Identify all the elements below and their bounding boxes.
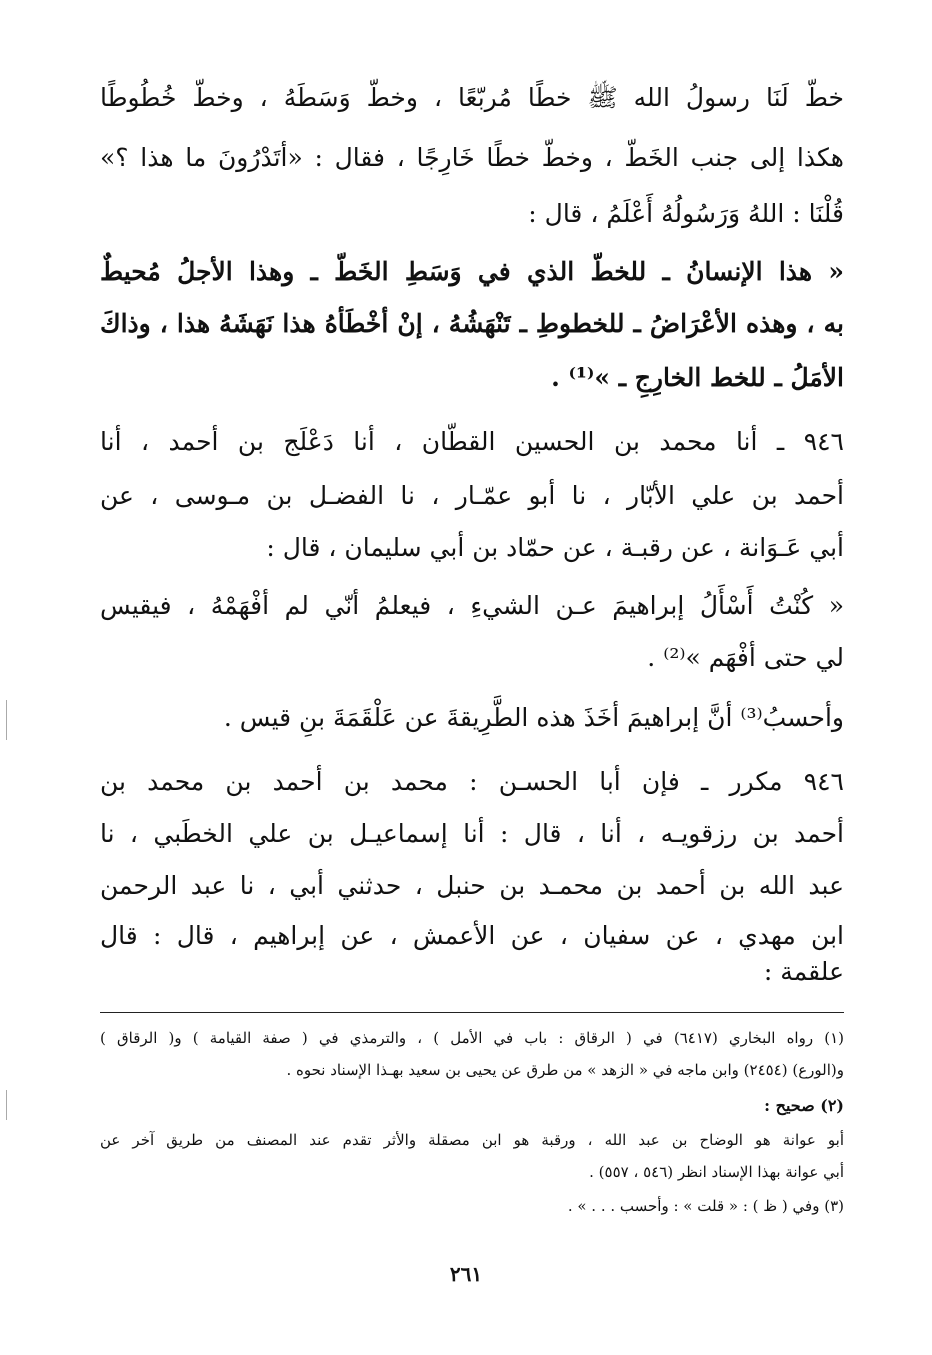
footnote-line: (٣) وفي ( ظ ) : « قلت » : وأحسب . . . » . — [567, 1197, 844, 1215]
hadith-line: به ، وهذه الأعْرَاضُ ـ للخطوطِ ـ تَنْهَشُهُ ، إنْ أخْطَأهُ هذا نَهَشَهُ هذا ، وذاكَ — [100, 309, 844, 338]
scan-edge-mark — [6, 700, 7, 740]
text-line: هكذا إلى جنب الخَطّ ، وخطّ خطًا خَارِجًا ، فقال : «أتَدْرُونَ ما هذا ؟» — [100, 143, 844, 172]
text-line: قُلْنَا : اللهُ وَرَسُولُهُ أَعْلَمُ ، قال : — [528, 199, 844, 228]
hadith-line: الأمَلُ ـ للخط الخارِجِ ـ »⁽¹⁾ . — [551, 363, 844, 392]
hadith-line: « هذا الإنسانُ ـ للخطّ الذي في وَسَطِ الخَطّ ـ وهذا الأجلُ مُحيطٌ — [100, 257, 844, 286]
isnad-line: عبد الله بن أحمد بن محمـد بن حنبل ، حدثني أبي ، نا عبد الرحمن — [100, 871, 844, 900]
footnote-line: و(الورع) (٢٤٥٤) وابن ماجه في « الزهد » من طرق عن يحيى بن سعيد بهـذا الإسناد نحوه . — [286, 1061, 844, 1079]
isnad-line: ابن مهدي ، عن سفيان ، عن الأعمش ، عن إبراهيم ، قال : قال — [100, 921, 844, 950]
footnote-line: (٢) صحيح : — [764, 1096, 844, 1115]
text-line: وأحسبُ⁽³⁾ أنَّ إبراهيمَ أخَذَ هذه الطَّرِيقةَ عن عَلْقَمَةَ بنِ قيس . — [223, 703, 844, 732]
footnote-line: (١) رواه البخاري (٦٤١٧) في ( الرقاق : باب في الأمل ) ، والترمذي في ( صفة القيامة ) و( الرقاق ) — [100, 1029, 844, 1047]
footnote-line: أبي عوانة بهذا الإسناد انظر (٥٤٦ ، ٥٥٧) . — [589, 1163, 844, 1181]
isnad-line: أبي عَـوَانة ، عن رقبـة ، عن حمّاد بن أبي سليمان ، قال : — [266, 533, 844, 562]
isnad-line: ٩٤٦ مكرر ـ فإن أبا الحسـن : محمد بن أحمد بن محمد بن — [100, 767, 844, 796]
isnad-line: ٩٤٦ ـ أنا محمد بن الحسين القطّان ، أنا دَعْلَج بن أحمد ، أنا — [100, 427, 844, 456]
isnad-line: أحمد بن رزقويـه ، أنا ، قال : أنا إسماعيـل بن علي الخطَبي ، نا — [100, 819, 844, 848]
athar-line: لي حتى أفْهَم »⁽²⁾ . — [647, 643, 844, 672]
footnote-separator — [100, 1012, 844, 1013]
footnote-line: أبو عوانة هو الوضاح بن عبد الله ، ورقبة هو ابن مصقلة والأثر تقدم عند المصنف من طريق آخر عن — [100, 1131, 844, 1149]
page-number: ٢٦١ — [449, 1262, 483, 1286]
athar-line: « كُنْتُ أَسْأَلُ إبراهيمَ عـن الشيءِ ، فيعلمُ أنّي لم أفْهَمْهُ ، فيقيس — [100, 591, 844, 620]
isnad-line: أحمد بن علي الأبّار ، نا أبو عمّـار ، نا الفضـل بن مـوسى ، عن — [100, 481, 844, 510]
isnad-line: علقمة : — [763, 957, 844, 986]
text-line: خطّ لَنَا رسولُ الله ﷺ خطًا مُربّعًا ، وخطّ وَسَطَهُ ، وخطّ خُطُوطًا — [100, 83, 844, 112]
scan-edge-mark — [6, 1090, 7, 1120]
